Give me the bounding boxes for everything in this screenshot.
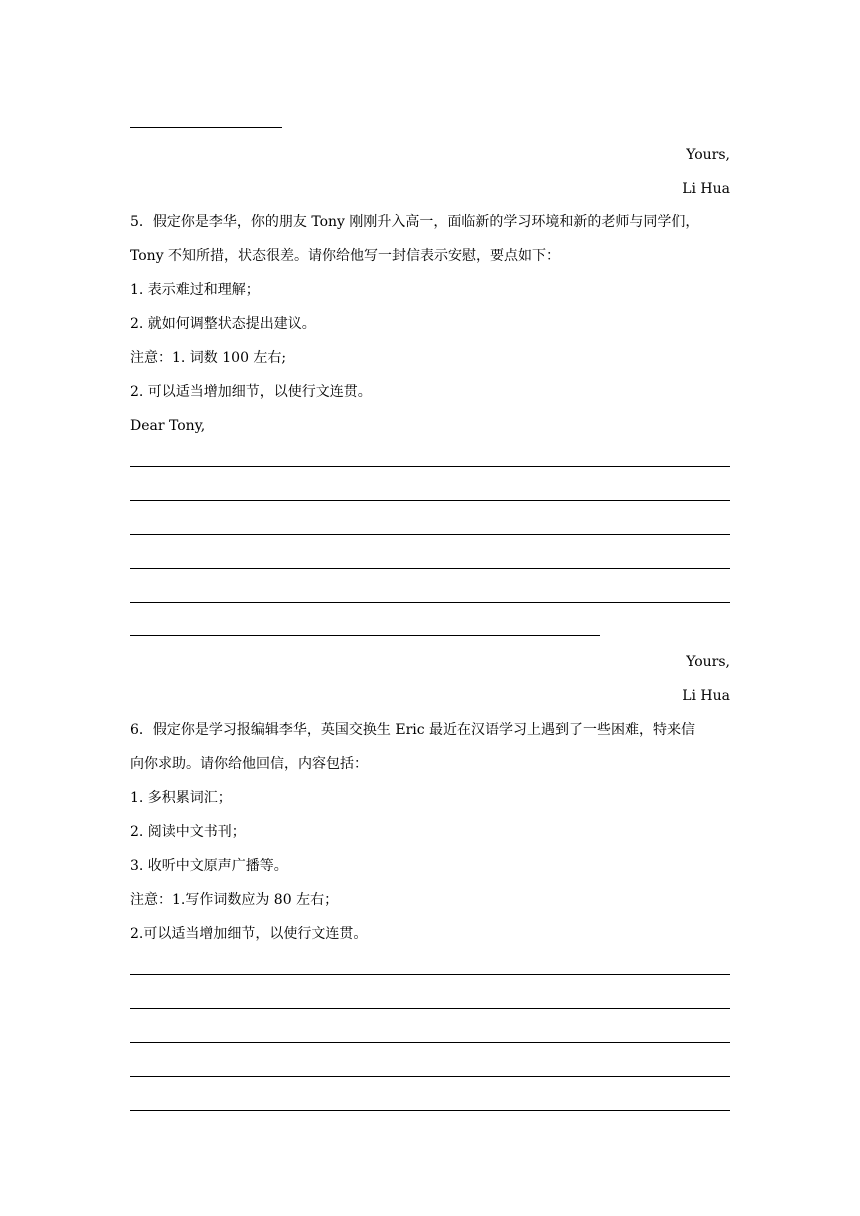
q5-point-1: 1. 表示难过和理解； [130,282,260,298]
answer-line [130,534,730,535]
answer-line [130,602,730,603]
q6-prompt-line-1: 6．假定你是学习报编辑李华，英国交换生 Eric 最近在汉语学习上遇到了一些困难，特来信 [130,722,696,738]
q5-prompt-line-2: Tony 不知所措，状态很差。请你给他写一封信表示安慰，要点如下： [130,248,561,264]
answer-line [130,1076,730,1077]
answer-line [130,500,730,501]
answer-line [130,1008,730,1009]
q5-sign-off: Yours, [686,654,730,670]
answer-line [130,1042,730,1043]
answer-line [130,1110,730,1111]
answer-line [130,568,730,569]
q6-point-1: 1. 多积累词汇； [130,790,232,806]
q6-note-2: 2.可以适当增加细节，以使行文连贯。 [130,926,368,942]
q6-point-2: 2. 阅读中文书刊； [130,824,246,840]
q6-prompt-line-2: 向你求助。请你给他回信，内容包括： [130,756,368,772]
q5-point-2: 2. 就如何调整状态提出建议。 [130,316,316,332]
answer-line [130,635,600,636]
answer-line [130,974,730,975]
q6-note-1: 注意：1.写作词数应为 80 左右； [130,892,339,908]
q5-note-2: 2. 可以适当增加细节，以使行文连贯。 [130,384,372,400]
answer-line [130,127,282,128]
q5-note-1: 注意：1. 词数 100 左右; [130,350,287,366]
q6-point-3: 3. 收听中文原声广播等。 [130,858,288,874]
q5-prompt-line-1: 5．假定你是李华，你的朋友 Tony 刚刚升入高一，面临新的学习环境和新的老师与同学们， [130,214,700,230]
q4-sign-off: Yours, [686,147,730,163]
q4-signature: Li Hua [682,181,730,197]
q5-greeting: Dear Tony, [130,418,206,434]
answer-line [130,466,730,467]
q5-signature: Li Hua [682,688,730,704]
